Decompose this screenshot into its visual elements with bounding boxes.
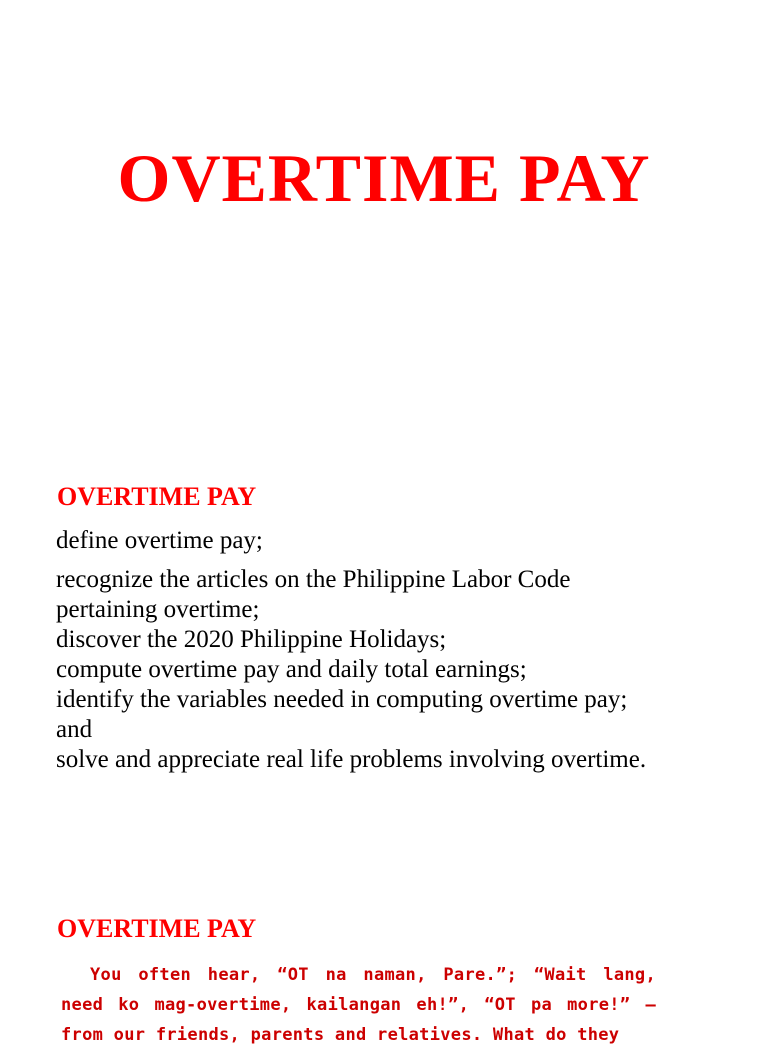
objective-item: discover the 2020 Philippine Holidays; xyxy=(56,626,447,653)
objective-item: define overtime pay; xyxy=(56,527,263,554)
objectives-heading: OVERTIME PAY xyxy=(57,482,257,511)
intro-paragraph: You often hear, “OT na naman, Pare.”; “Wait lang, need ko mag-overtime, kailangan eh!”, “OT pa more!” – from our friends, parents and relatives. What do they xyxy=(61,965,656,1045)
objective-item: compute overtime pay and daily total earnings; xyxy=(56,656,527,683)
objective-item: identify the variables needed in computing overtime pay; and xyxy=(56,686,628,743)
objective-item: solve and appreciate real life problems involving overtime. xyxy=(56,746,647,773)
intro-heading: OVERTIME PAY xyxy=(57,914,257,943)
page-title: OVERTIME PAY xyxy=(117,140,651,216)
objective-item: recognize the articles on the Philippine Labor Code pertaining overtime; xyxy=(56,566,571,623)
